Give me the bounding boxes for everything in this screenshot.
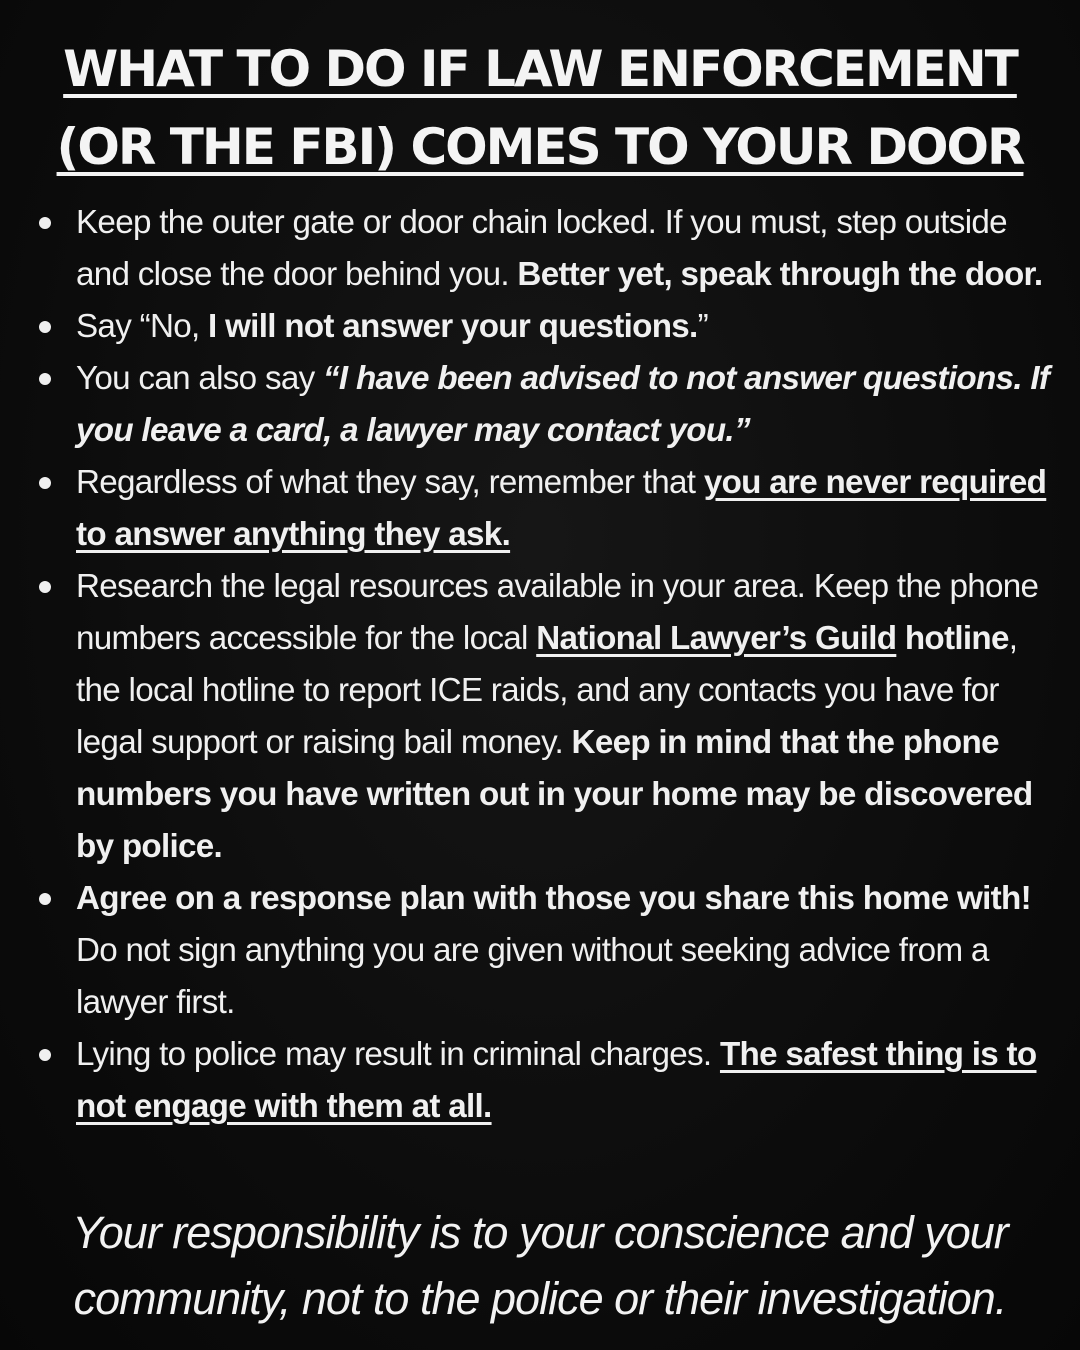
- bullet-icon: [39, 477, 51, 489]
- bullet-icon: [39, 581, 51, 593]
- item-text-bold-italic: “I have been advised to not answer questions. If you leave a card, a lawyer may contact you.”: [76, 360, 1050, 449]
- item-text: Lying to police may result in criminal charges.: [76, 1036, 720, 1073]
- item-text-bold: Keep in mind that the phone numbers you have written out in your home may be discovered by police.: [76, 724, 1033, 865]
- bullet-icon: [39, 893, 51, 905]
- list-item-say-no: [0, 301, 1080, 353]
- item-text-end: ”: [697, 308, 708, 345]
- list-item-advised-statement: [0, 353, 1080, 457]
- item-text: You can also say: [76, 360, 324, 397]
- item-text: Do not sign anything you are given without seeking advice from a lawyer first.: [76, 932, 989, 1021]
- national-lawyers-guild-link[interactable]: National Lawyer’s Guild: [536, 620, 897, 657]
- closing-statement: Your responsibility is to your conscience and your community, not to the police or their investigation.: [72, 1207, 1008, 1324]
- item-text: Say “No,: [76, 308, 209, 345]
- list-item-keep-door-locked: [0, 197, 1080, 301]
- item-text-bold: I will not answer your questions.: [208, 308, 698, 345]
- title-line-2: (OR THE FBI) COMES TO YOUR DOOR: [56, 118, 1024, 176]
- item-text-bold-underline: The safest thing is to not engage with them at all.: [76, 1036, 1037, 1125]
- advice-list: [0, 197, 1080, 1133]
- item-text-bold: Better yet, speak through the door.: [517, 256, 1043, 293]
- bullet-icon: [39, 217, 51, 229]
- item-text-bold: hotline: [896, 620, 1009, 657]
- list-item-legal-resources: [0, 561, 1080, 873]
- list-item-never-required: [0, 457, 1080, 561]
- title-line-1: WHAT TO DO IF LAW ENFORCEMENT: [63, 40, 1017, 98]
- page-title: [0, 30, 1080, 186]
- item-text: Research the legal resources available in your area. Keep the phone numbers accessible for the local: [76, 568, 1039, 657]
- item-text: Keep the outer gate or door chain locked. If you must, step outside and close the door behind you.: [76, 204, 1007, 293]
- item-text: Regardless of what they say, remember that: [76, 464, 704, 501]
- bullet-icon: [39, 1049, 51, 1061]
- item-text-bold: Agree on a response plan with those you share this home with!: [76, 880, 1031, 917]
- bullet-icon: [39, 321, 51, 333]
- list-item-response-plan: [0, 873, 1080, 1029]
- bullet-icon: [39, 373, 51, 385]
- list-item-lying-to-police: [0, 1029, 1080, 1133]
- item-text-bold-underline: you are never required to answer anything they ask.: [76, 464, 1047, 553]
- item-text: , the local hotline to report ICE raids, and any contacts you have for legal support or raising bail money.: [76, 620, 1018, 761]
